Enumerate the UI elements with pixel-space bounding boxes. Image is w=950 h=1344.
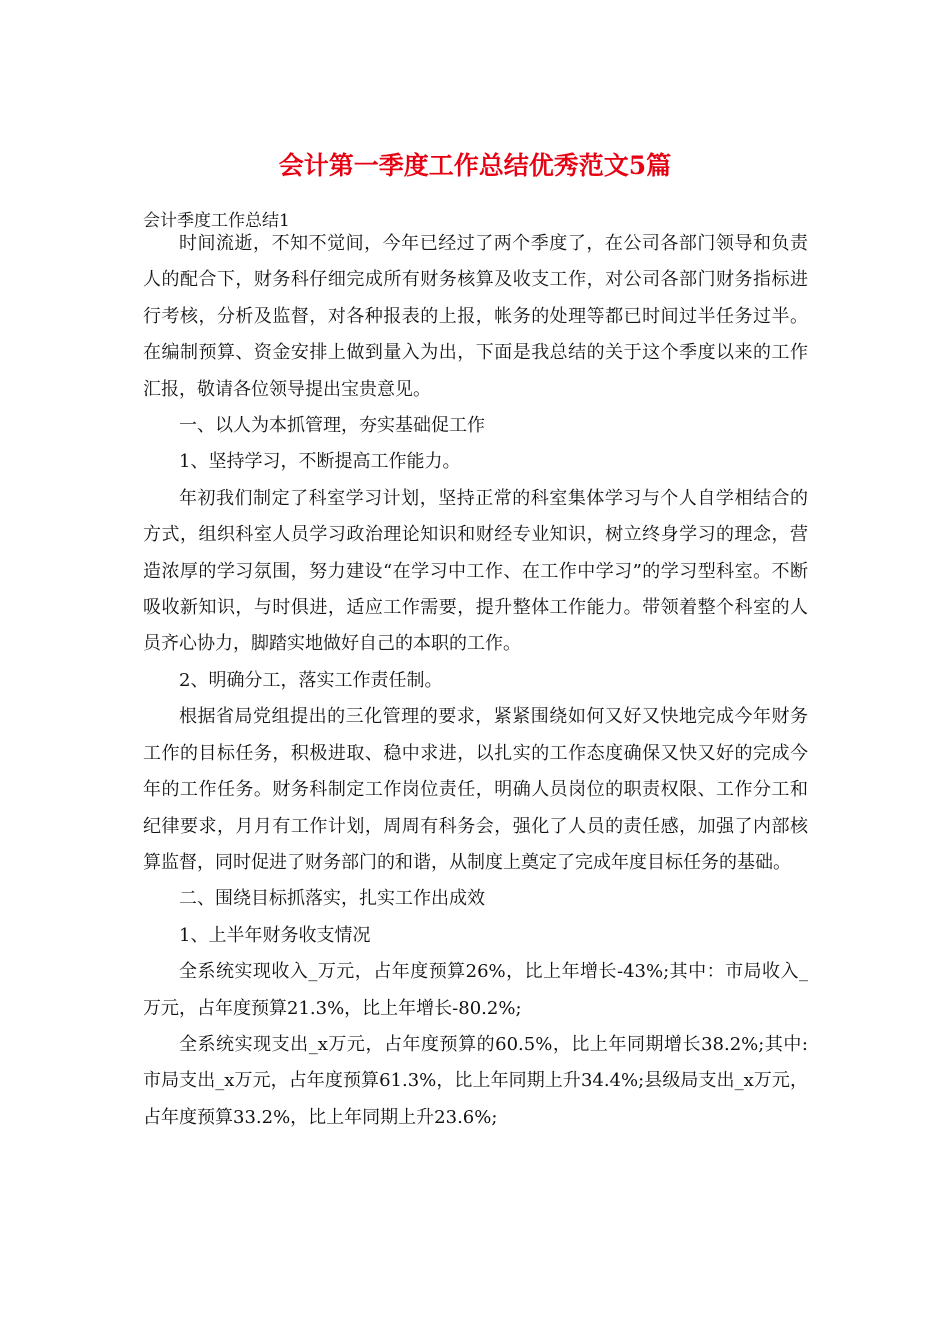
subsection-heading: 2、明确分工，落实工作责任制。 [179,669,443,691]
section-heading: 二、围绕目标抓落实，扎实工作出成效 [179,888,485,910]
paragraph: 时间流逝，不知不觉间，今年已经过了两个季度了，在公司各部门领导和负责人的配合下，财务科仔细完成所有财务核算及收支工作，对公司各部门财务指标进行考核，分析及监督，对各种报表的上报，帐务的处理等都已时间过半任务过半。在编制预算、资金安排上做到量入为出，下面是我总结的关于这个季度以来的工作汇报，敬请各位领导提出宝贵意见。 [143,233,808,400]
document-body [143,226,808,1136]
paragraph: 全系统实现收入_万元，占年度预算26%，比上年增长-43%;其中：市局收入_万元，占年度预算21.3%，比上年增长-80.2%; [143,961,808,1019]
section-subtitle: 会计季度工作总结1 [143,211,290,231]
paragraph: 年初我们制定了科室学习计划，坚持正常的科室集体学习与个人自学相结合的方式，组织科室人员学习政治理论知识和财经专业知识，树立终身学习的理念，营造浓厚的学习氛围，努力建设“在学习中工作、在工作中学习”的学习型科室。不断吸收新知识，与时俱进，适应工作需要，提升整体工作能力。带领着整个科室的人员齐心协力，脚踏实地做好自己的本职的工作。 [143,487,808,655]
paragraph: 全系统实现支出_x万元，占年度预算的60.5%，比上年同期增长38.2%;其中:市局支出_x万元，占年度预算61.3%，比上年同期上升34.4%;县级局支出_x万元，占年度预算33.2%，比上年同期上升23.6%; [143,1033,808,1128]
subsection-heading: 1、上半年财务收支情况 [179,924,371,946]
document-title: 会计第一季度工作总结优秀范文5篇 [278,151,672,180]
section-heading: 一、以人为本抓管理，夯实基础促工作 [179,415,485,437]
paragraph: 根据省局党组提出的三化管理的要求，紧紧围绕如何又好又快地完成今年财务工作的目标任务，积极进取、稳中求进，以扎实的工作态度确保又快又好的完成今年的工作任务。财务科制定工作岗位责任，明确人员岗位的职责权限、工作分工和纪律要求，月月有工作计划，周周有科务会，强化了人员的责任感，加强了内部核算监督，同时促进了财务部门的和谐，从制度上奠定了完成年度目标任务的基础。 [143,706,808,873]
subsection-heading: 1、坚持学习，不断提高工作能力。 [179,451,461,473]
